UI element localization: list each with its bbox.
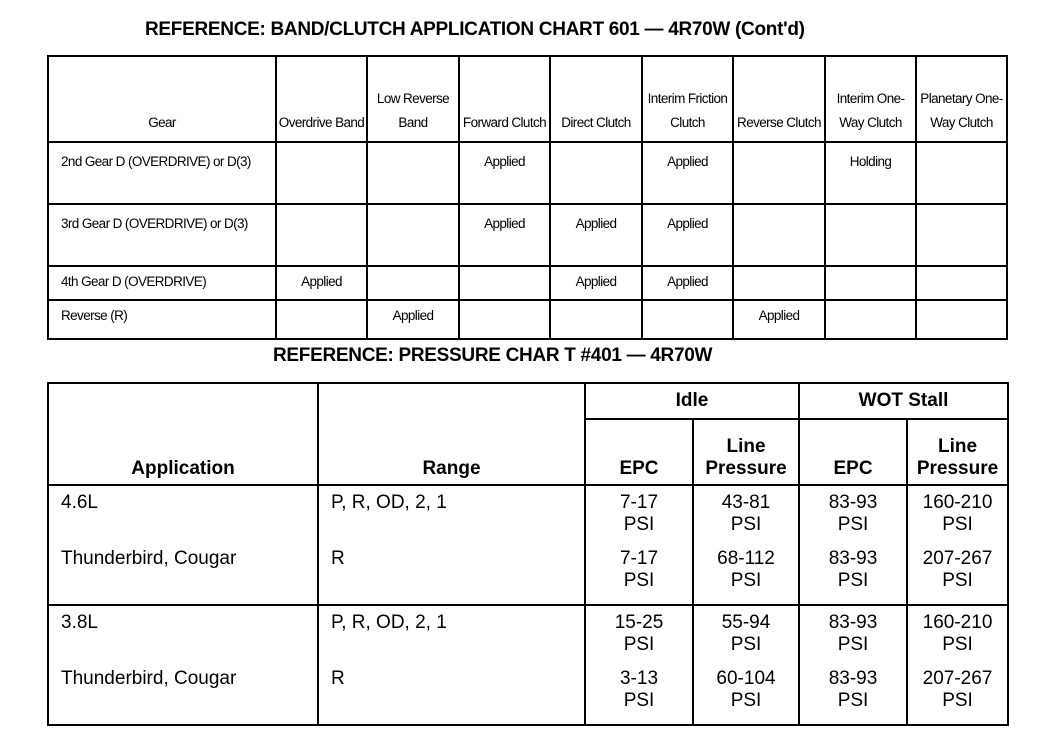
table-cell [276, 300, 367, 339]
table-cell [733, 266, 825, 300]
band-clutch-chart-title: REFERENCE: BAND/CLUTCH APPLICATION CHART 601 — 4R70W (Cont'd) [145, 19, 805, 40]
cell-value: P, R, OD, 2, 1 [331, 492, 447, 513]
table-cell [550, 142, 642, 204]
table-cell [916, 142, 1007, 204]
header-idle: Idle [585, 383, 799, 419]
wot-epc-cell [799, 485, 907, 605]
table-row [48, 204, 1007, 266]
band-clutch-table [47, 55, 1008, 340]
range-cell [318, 485, 585, 605]
table-cell: Applied [733, 300, 825, 339]
pressure-chart-title: REFERENCE: PRESSURE CHAR T #401 — 4R70W [273, 345, 713, 366]
cell-value: 7-17 PSI [619, 548, 659, 591]
table-cell: Applied [550, 204, 642, 266]
column-header: Planetary One-Way Clutch [916, 56, 1007, 142]
header-idle-line-pressure: Line Pressure [693, 419, 799, 485]
table-cell [916, 266, 1007, 300]
table-cell [642, 300, 733, 339]
table-cell: Applied [276, 266, 367, 300]
idle-line-cell [693, 605, 799, 725]
column-header: Forward Clutch [459, 56, 550, 142]
table-header-row [48, 383, 1008, 419]
cell-value: 83-93 PSI [828, 612, 878, 655]
cell-value: 4.6L [61, 492, 98, 513]
column-header: Gear [48, 56, 276, 142]
cell-value: 207-267 PSI [922, 548, 993, 591]
table-cell [459, 266, 550, 300]
wot-line-cell [907, 605, 1008, 725]
table-cell: Applied [459, 142, 550, 204]
table-cell [367, 204, 459, 266]
gear-cell: 2nd Gear D (OVERDRIVE) or D(3) [48, 142, 276, 204]
header-wot-stall: WOT Stall [799, 383, 1008, 419]
table-row [48, 266, 1007, 300]
cell-value: Thunderbird, Cougar [61, 548, 237, 569]
table-cell [733, 204, 825, 266]
cell-value: R [331, 548, 345, 569]
wot-epc-cell [799, 605, 907, 725]
cell-value: 3-13 PSI [619, 668, 659, 711]
table-row [48, 300, 1007, 339]
table-cell: Holding [825, 142, 916, 204]
cell-value: 43-81 PSI [721, 492, 771, 535]
table-cell [825, 300, 916, 339]
header-wot-line-pressure: Line Pressure [907, 419, 1008, 485]
cell-value: 160-210 PSI [922, 612, 993, 655]
table-cell [733, 142, 825, 204]
gear-cell: Reverse (R) [48, 300, 276, 339]
cell-value: 3.8L [61, 612, 98, 633]
table-cell [367, 142, 459, 204]
cell-value: 160-210 PSI [922, 492, 993, 535]
gear-cell: 3rd Gear D (OVERDRIVE) or D(3) [48, 204, 276, 266]
cell-value: 15-25 PSI [614, 612, 664, 655]
table-cell: Applied [367, 300, 459, 339]
table-cell: Applied [642, 204, 733, 266]
cell-value: 83-93 PSI [828, 668, 878, 711]
idle-line-cell [693, 485, 799, 605]
table-cell: Applied [642, 266, 733, 300]
table-cell: Applied [642, 142, 733, 204]
column-header: Overdrive Band [276, 56, 367, 142]
cell-value: 83-93 PSI [828, 548, 878, 591]
cell-value: Thunderbird, Cougar [61, 668, 237, 689]
idle-epc-cell [585, 605, 693, 725]
cell-value: R [331, 668, 345, 689]
cell-value: 55-94 PSI [721, 612, 771, 655]
table-cell [276, 142, 367, 204]
cell-value: 7-17 PSI [619, 492, 659, 535]
table-cell [276, 204, 367, 266]
application-cell [48, 605, 318, 725]
table-cell [825, 204, 916, 266]
table-cell: Applied [459, 204, 550, 266]
column-header: Reverse Clutch [733, 56, 825, 142]
table-cell [550, 300, 642, 339]
column-header: Interim Friction Clutch [642, 56, 733, 142]
cell-value: 83-93 PSI [828, 492, 878, 535]
table-cell [916, 300, 1007, 339]
cell-value: 207-267 PSI [922, 668, 993, 711]
column-header: Interim One-Way Clutch [825, 56, 916, 142]
cell-value: P, R, OD, 2, 1 [331, 612, 447, 633]
cell-value: 68-112 PSI [717, 548, 775, 591]
application-cell [48, 485, 318, 605]
header-idle-epc: EPC [585, 419, 693, 485]
cell-value: 60-104 PSI [716, 668, 776, 711]
table-cell [367, 266, 459, 300]
table-row [48, 142, 1007, 204]
table-header-row [48, 56, 1007, 142]
idle-epc-cell [585, 485, 693, 605]
column-header: Direct Clutch [550, 56, 642, 142]
wot-line-cell [907, 485, 1008, 605]
table-cell: Applied [550, 266, 642, 300]
header-wot-epc: EPC [799, 419, 907, 485]
gear-cell: 4th Gear D (OVERDRIVE) [48, 266, 276, 300]
column-header: Low Reverse Band [367, 56, 459, 142]
header-application: Application [48, 383, 318, 485]
range-cell [318, 605, 585, 725]
table-cell [916, 204, 1007, 266]
pressure-table [47, 382, 1009, 726]
table-row-group [48, 605, 1008, 725]
table-cell [825, 266, 916, 300]
table-cell [459, 300, 550, 339]
header-range: Range [318, 383, 585, 485]
table-row-group [48, 485, 1008, 605]
